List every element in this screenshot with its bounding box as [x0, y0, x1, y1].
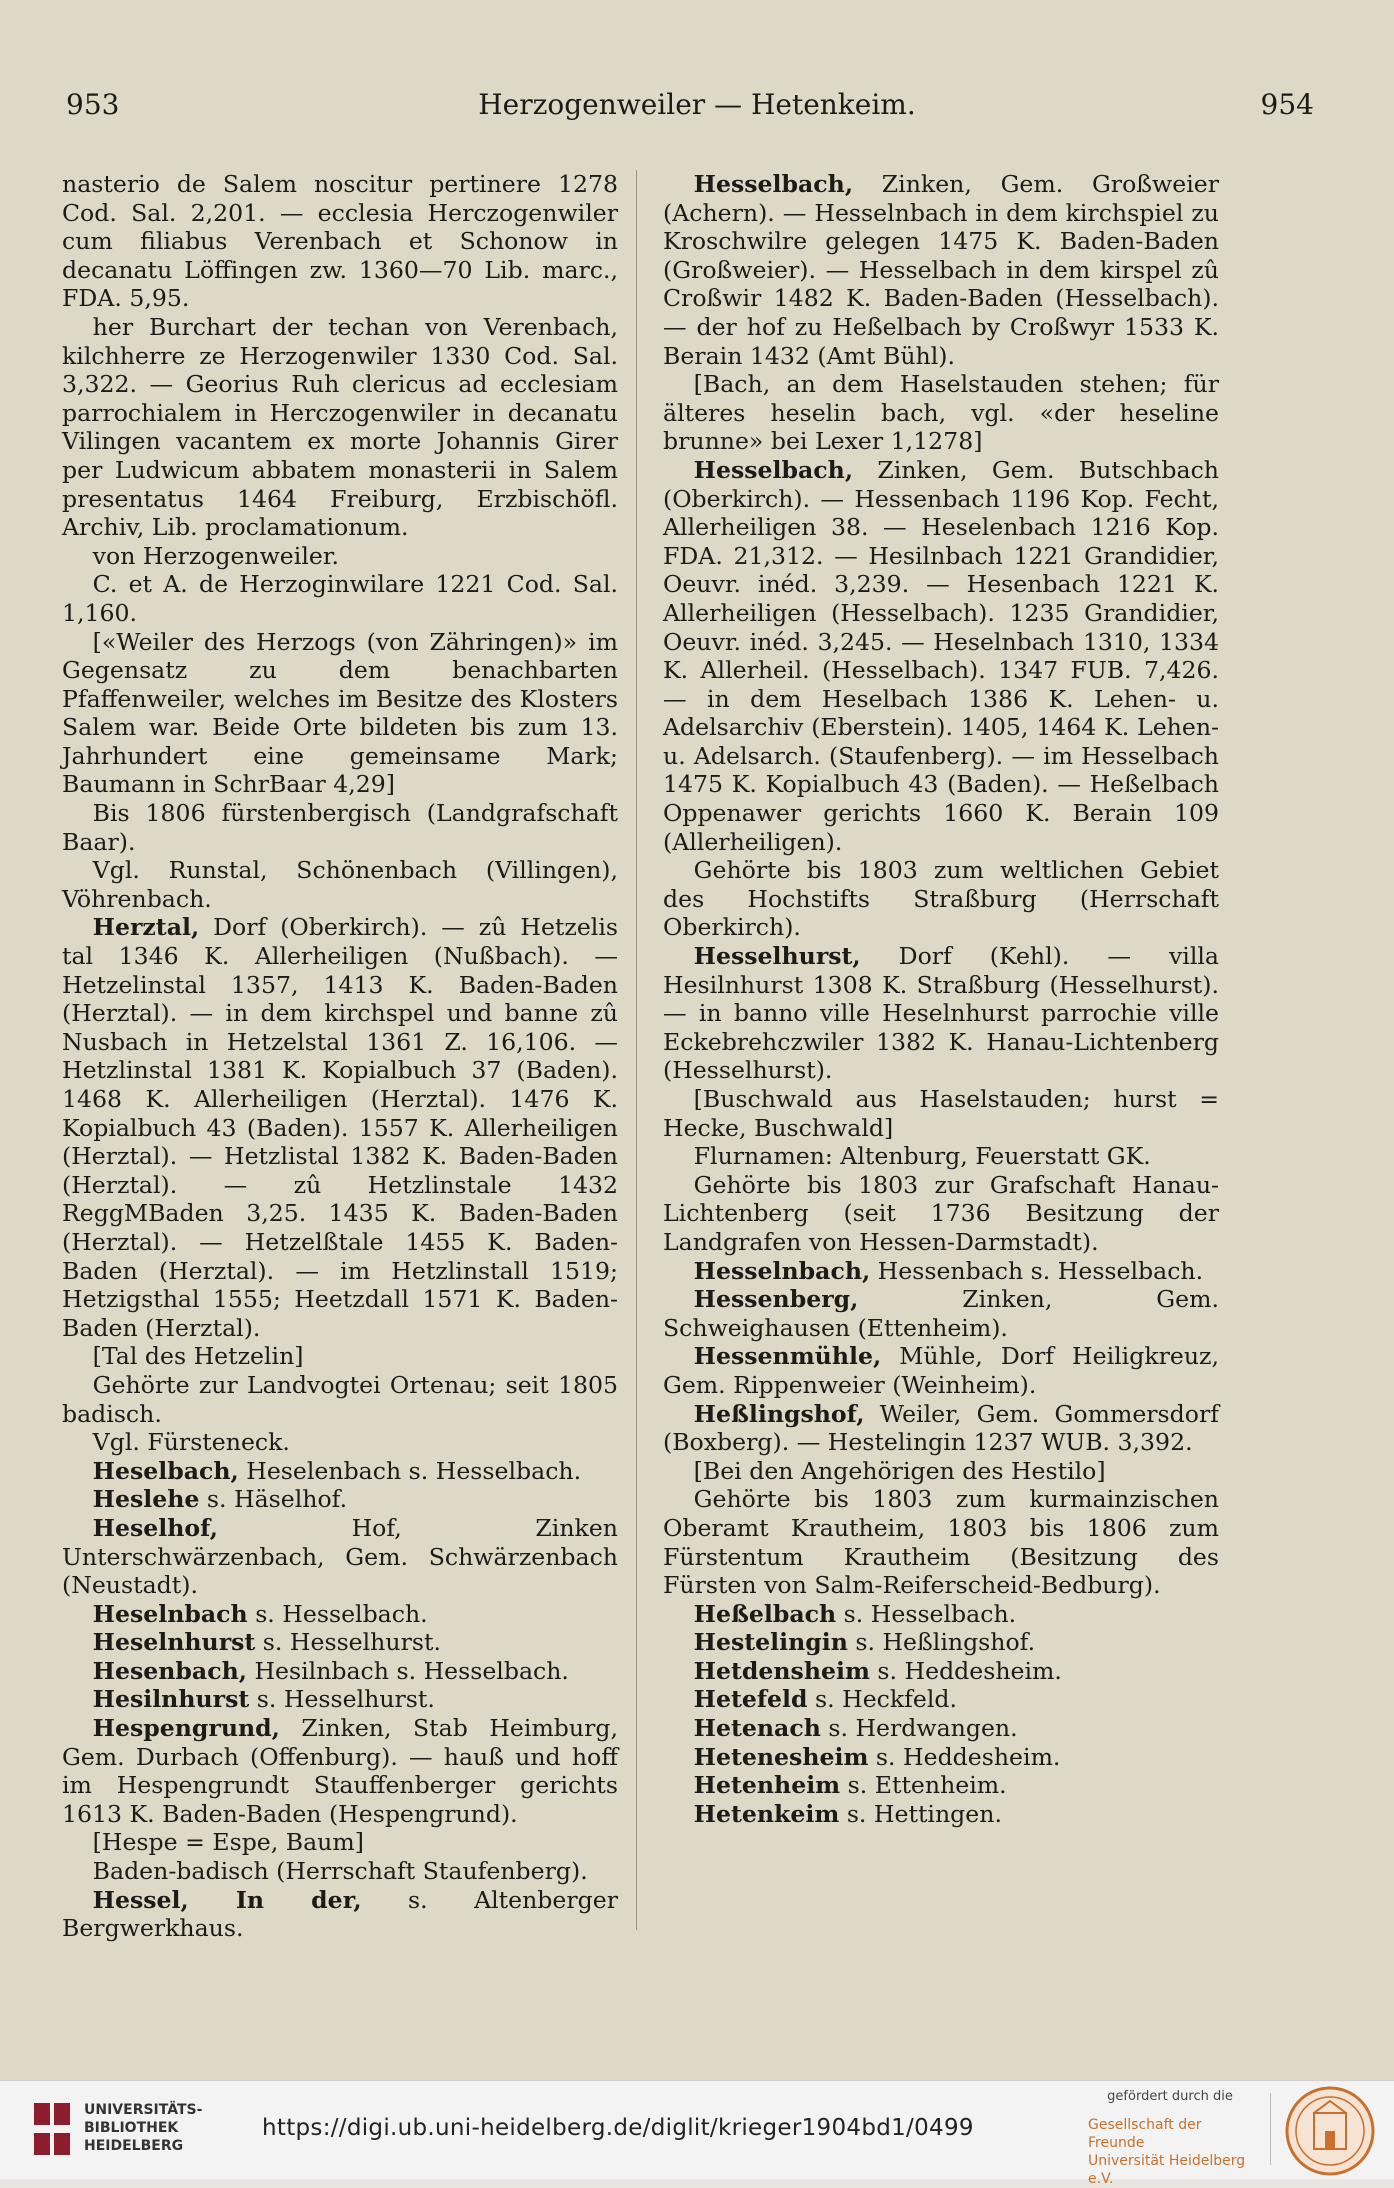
- entry-text: Gehörte zur Landvogtei Ortenau; seit 1805 badisch.: [62, 1370, 618, 1428]
- entry-text: s. Hettingen.: [839, 1799, 1002, 1828]
- entry-headword: Hetefeld: [693, 1685, 808, 1714]
- entry-text: s. Häselhof.: [199, 1485, 348, 1514]
- entry-paragraph: [663, 1400, 1219, 1457]
- entry-paragraph: [62, 1828, 618, 1857]
- entry-paragraph: [663, 370, 1219, 456]
- entry-text: C. et A. de Herzoginwilare 1221 Cod. Sal. 1,160.: [62, 570, 618, 627]
- entry-paragraph: [663, 1714, 1219, 1743]
- entry-text: [Bei den Angehörigen des Hestilo]: [693, 1456, 1106, 1485]
- entry-paragraph: [663, 942, 1219, 1085]
- entry-headword: Hessel, In der,: [92, 1885, 362, 1914]
- entry-headword: Heselbach,: [92, 1456, 239, 1485]
- entry-text: [Hespe = Espe, Baum]: [92, 1828, 364, 1857]
- entry-paragraph: [62, 628, 618, 800]
- entry-headword: Herztal,: [92, 913, 200, 942]
- entry-paragraph: [62, 542, 618, 571]
- entry-paragraph: [663, 1628, 1219, 1657]
- left-column: [62, 170, 618, 1943]
- entry-text: Bis 1806 fürstenbergisch (Landgrafschaft Baar).: [62, 799, 618, 856]
- entry-paragraph: [62, 313, 618, 542]
- entry-headword: Hetenheim: [693, 1771, 841, 1800]
- sponsor-name[interactable]: Gesellschaft der Freunde Universität Heidelberg e.V.: [1088, 2117, 1246, 2187]
- entry-text: Vgl. Runstal, Schönenbach (Villingen), Vöhrenbach.: [62, 856, 618, 913]
- entry-paragraph: [663, 1485, 1219, 1599]
- entry-paragraph: [62, 913, 618, 1342]
- entry-headword: Hesilnhurst: [92, 1685, 250, 1714]
- entry-text: Baden-badisch (Herrschaft Staufenberg).: [92, 1857, 588, 1886]
- entry-headword: Hetenesheim: [693, 1742, 869, 1771]
- entry-text: Gehörte bis 1803 zum kurmainzischen Oberamt Krautheim, 1803 bis 1806 zum Fürstentum Krautheim (Besitzung des Fürsten von Salm-Reiferscheid-Bedburg).: [663, 1485, 1219, 1600]
- entry-paragraph: [663, 1142, 1219, 1171]
- entry-paragraph: [62, 1514, 618, 1600]
- entry-paragraph: [62, 1485, 618, 1514]
- entry-paragraph: [62, 1714, 618, 1828]
- entry-text: s. Hesselbach.: [247, 1599, 428, 1628]
- entry-text: Zinken, Gem. Schweighausen (Ettenheim).: [663, 1285, 1219, 1342]
- entry-paragraph: [663, 1171, 1219, 1257]
- entry-text: Dorf (Oberkirch). — zû Hetzelis tal 1346 K. Allerheiligen (Nußbach). — Hetzelinstal 1357, 1413 K. Baden-Baden (Herztal). — in dem kirchspel und banne zû Nusbach in Hetzelstal 1361 Z. 16,106. — Hetzlinstal 1381 K. Kopialbuch 37 (Baden). 1468 K. Allerheiligen (Herztal). 1476 K. Kopialbuch 43 (Baden). 1557 K. Allerheiligen (Herztal). — Hetzlistal 1382 K. Baden-Baden (Herztal). — zû Hetzlinstale 1432 ReggMBaden 3,25. 1435 K. Baden-Baden (Herztal). — Hetzelßtale 1455 K. Baden-Baden (Herztal). — im Hetzlinstall 1519; Hetzigsthal 1555; Heetzdall 1571 K. Baden-Baden (Herztal).: [62, 913, 618, 1342]
- entry-text: Hof, Zinken Unterschwärzenbach, Gem. Schwärzenbach (Neustadt).: [62, 1513, 618, 1600]
- entry-headword: Hessenmühle,: [693, 1342, 882, 1371]
- entry-paragraph: [62, 1657, 618, 1686]
- entry-paragraph: [62, 1342, 618, 1371]
- entry-paragraph: [663, 1600, 1219, 1629]
- entry-headword: Hetdensheim: [693, 1656, 870, 1685]
- entry-paragraph: [62, 1600, 618, 1629]
- entry-paragraph: [663, 1085, 1219, 1142]
- entry-paragraph: [62, 1457, 618, 1486]
- entry-headword: Hetenach: [693, 1714, 821, 1743]
- entry-text: [Bach, an dem Haselstauden stehen; für älteres heselin bach, vgl. «der heseline brunne» bei Lexer 1,1278]: [663, 370, 1219, 456]
- entry-paragraph: [62, 1886, 618, 1943]
- entry-text: Zinken, Stab Heimburg, Gem. Durbach (Offenburg). — hauß und hoff im Hespengrundt Stauffenberger gerichts 1613 K. Baden-Baden (Hespengrund).: [62, 1714, 618, 1828]
- entry-headword: Heselnhurst: [92, 1628, 256, 1657]
- entry-headword: Hespengrund,: [92, 1714, 280, 1743]
- entry-text: s. Hesselhurst.: [255, 1628, 441, 1657]
- entry-paragraph: [663, 1657, 1219, 1686]
- entry-text: Gehörte bis 1803 zur Grafschaft Hanau-Lichtenberg (seit 1736 Besitzung der Landgrafen von Hessen-Darmstadt).: [663, 1170, 1219, 1256]
- entry-text: s. Heddesheim.: [869, 1656, 1062, 1685]
- entry-paragraph: [663, 1285, 1219, 1342]
- entry-text: Dorf (Kehl). — villa Hesilnhurst 1308 K. Straßburg (Hesselhurst). — in banno ville Heselnhurst parrochie ville Eckebrehczwiler 1382 K. Hanau-Lichtenberg (Hesselhurst).: [663, 942, 1219, 1085]
- entry-text: Flurnamen: Altenburg, Feuerstatt GK.: [693, 1142, 1151, 1171]
- entry-headword: Hestelingin: [693, 1628, 848, 1657]
- right-column: [663, 170, 1219, 1828]
- viewer-footer: [0, 2080, 1394, 2187]
- entry-headword: Heßelbach: [693, 1599, 837, 1628]
- entry-paragraph: [663, 856, 1219, 942]
- library-name: UNIVERSITÄTS- BIBLIOTHEK HEIDELBERG: [84, 2102, 203, 2154]
- entry-paragraph: [663, 1800, 1219, 1829]
- entry-headword: Hesenbach,: [92, 1656, 247, 1685]
- library-logo-icon: [30, 2099, 74, 2159]
- entry-text: s. Hesselhurst.: [249, 1685, 435, 1714]
- entry-text: [Tal des Hetzelin]: [92, 1342, 304, 1371]
- entry-paragraph: [663, 1771, 1219, 1800]
- entry-text: Zinken, Gem. Großweier (Achern). — Hesselnbach in dem kirchspiel zu Kroschwilre gelegen 1475 K. Baden-Baden (Großweier). — Hesselbach in dem kirspel zû Croßwir 1482 K. Baden-Baden (Hesselbach). — der hof zu Heßelbach by Croßwyr 1533 K. Berain 1432 (Amt Bühl).: [663, 170, 1219, 370]
- entry-headword: Hesselbach,: [693, 455, 854, 484]
- entry-paragraph: [62, 1428, 618, 1457]
- entry-headword: Heslehe: [92, 1485, 200, 1514]
- entry-paragraph: [62, 1628, 618, 1657]
- entry-paragraph: [663, 1743, 1219, 1772]
- entry-headword: Hessenberg,: [693, 1285, 859, 1314]
- entry-text: s. Ettenheim.: [840, 1771, 1007, 1800]
- entry-paragraph: [663, 1257, 1219, 1286]
- entry-text: Mühle, Dorf Heiligkreuz, Gem. Rippenweier (Weinheim).: [663, 1342, 1219, 1399]
- entry-text: s. Herdwangen.: [820, 1714, 1018, 1743]
- running-title: Herzogenweiler — Hetenkeim.: [478, 88, 916, 121]
- entry-paragraph: [62, 1371, 618, 1428]
- entry-paragraph: [62, 1685, 618, 1714]
- entry-text: Vgl. Fürsteneck.: [92, 1428, 290, 1457]
- entry-paragraph: [663, 170, 1219, 370]
- entry-headword: Heßlingshof,: [693, 1399, 865, 1428]
- entry-paragraph: [663, 1342, 1219, 1399]
- entry-text: von Herzogenweiler.: [92, 541, 340, 570]
- entry-paragraph: [663, 1457, 1219, 1486]
- entry-text: s. Altenberger Bergwerkhaus.: [62, 1885, 618, 1943]
- university-seal-icon: [1284, 2085, 1376, 2177]
- page-url-link[interactable]: https://digi.ub.uni-heidelberg.de/diglit/krieger1904bd1/0499: [262, 2115, 974, 2141]
- entry-text: s. Heßlingshof.: [847, 1628, 1036, 1657]
- entry-headword: Hesselhurst,: [693, 942, 861, 971]
- right-page-number: 954: [1260, 88, 1314, 121]
- entry-text: her Burchart der techan von Verenbach, kilchherre ze Herzogenwiler 1330 Cod. Sal. 3,322. — Georius Ruh clericus ad ecclesiam parrochialem in Herczogenwiler in decanatu Vilingen vacantem ex morte Johannis Girer per Ludwicum abbatem monasterii in Salem presentatus 1464 Freiburg, Erzbischöfl. Archiv, Lib. proclamationum.: [62, 312, 618, 542]
- entry-paragraph: [62, 856, 618, 913]
- entry-text: s. Heddesheim.: [868, 1742, 1061, 1771]
- entry-text: s. Hesselbach.: [836, 1599, 1017, 1628]
- entry-text: [Buschwald aus Haselstauden; hurst = Hecke, Buschwald]: [663, 1085, 1219, 1142]
- entry-text: Hessenbach s. Hesselbach.: [870, 1256, 1204, 1285]
- entry-paragraph: [663, 456, 1219, 856]
- entry-text: Weiler, Gem. Gommersdorf (Boxberg). — Hestelingin 1237 WUB. 3,392.: [663, 1399, 1219, 1457]
- left-page-number: 953: [66, 88, 120, 121]
- entry-headword: Hetenkeim: [693, 1799, 840, 1828]
- footer-divider: [1270, 2093, 1271, 2165]
- entry-text: Hesilnbach s. Hesselbach.: [246, 1656, 569, 1685]
- entry-paragraph: [62, 1857, 618, 1886]
- entry-headword: Heselhof,: [92, 1513, 218, 1542]
- entry-paragraph: [663, 1685, 1219, 1714]
- entry-headword: Heselnbach: [92, 1599, 248, 1628]
- entry-headword: Hesselbach,: [693, 170, 854, 198]
- entry-text: Gehörte bis 1803 zum weltlichen Gebiet des Hochstifts Straßburg (Herrschaft Oberkirch).: [663, 856, 1219, 942]
- entry-text: s. Heckfeld.: [807, 1685, 958, 1714]
- entry-text: [«Weiler des Herzogs (von Zähringen)» im Gegensatz zu dem benachbarten Pfaffenweiler, welches im Besitze des Klosters Salem war. Beide Orte bildeten bis zum 13. Jahrhundert eine gemeinsame Mark; Baumann in SchrBaar 4,29]: [62, 627, 618, 799]
- entry-paragraph: [62, 570, 618, 627]
- entry-text: Heselenbach s. Hesselbach.: [238, 1456, 582, 1485]
- entry-paragraph: [62, 799, 618, 856]
- column-divider: [636, 170, 637, 1930]
- entry-text: nasterio de Salem noscitur pertinere 1278 Cod. Sal. 2,201. — ecclesia Herczogenwiler cum filiabus Verenbach et Schonow in decanatu Löffingen zw. 1360—70 Lib. marc., FDA. 5,95.: [62, 170, 618, 313]
- entry-headword: Hesselnbach,: [693, 1256, 871, 1285]
- entry-text: Zinken, Gem. Butschbach (Oberkirch). — Hessenbach 1196 Kop. Fecht, Allerheiligen 38. — Heselenbach 1216 Kop. FDA. 21,312. — Hesilnbach 1221 Grandidier, Oeuvr. inéd. 3,239. — Hesenbach 1221 K. Allerheiligen (Hesselbach). 1235 Grandidier, Oeuvr. inéd. 3,245. — Heselnbach 1310, 1334 K. Allerheil. (Hesselbach). 1347 FUB. 7,426. — in dem Heselbach 1386 K. Lehen- u. Adelsarchiv (Eberstein). 1405, 1464 K. Lehen- u. Adelsarch. (Staufenberg). — im Hesselbach 1475 K. Kopialbuch 43 (Baden). — Heßelbach Oppenawer gerichts 1660 K. Berain 109 (Allerheiligen).: [663, 455, 1219, 856]
- sponsor-note: gefördert durch die: [1107, 2089, 1233, 2104]
- entry-paragraph: [62, 170, 618, 313]
